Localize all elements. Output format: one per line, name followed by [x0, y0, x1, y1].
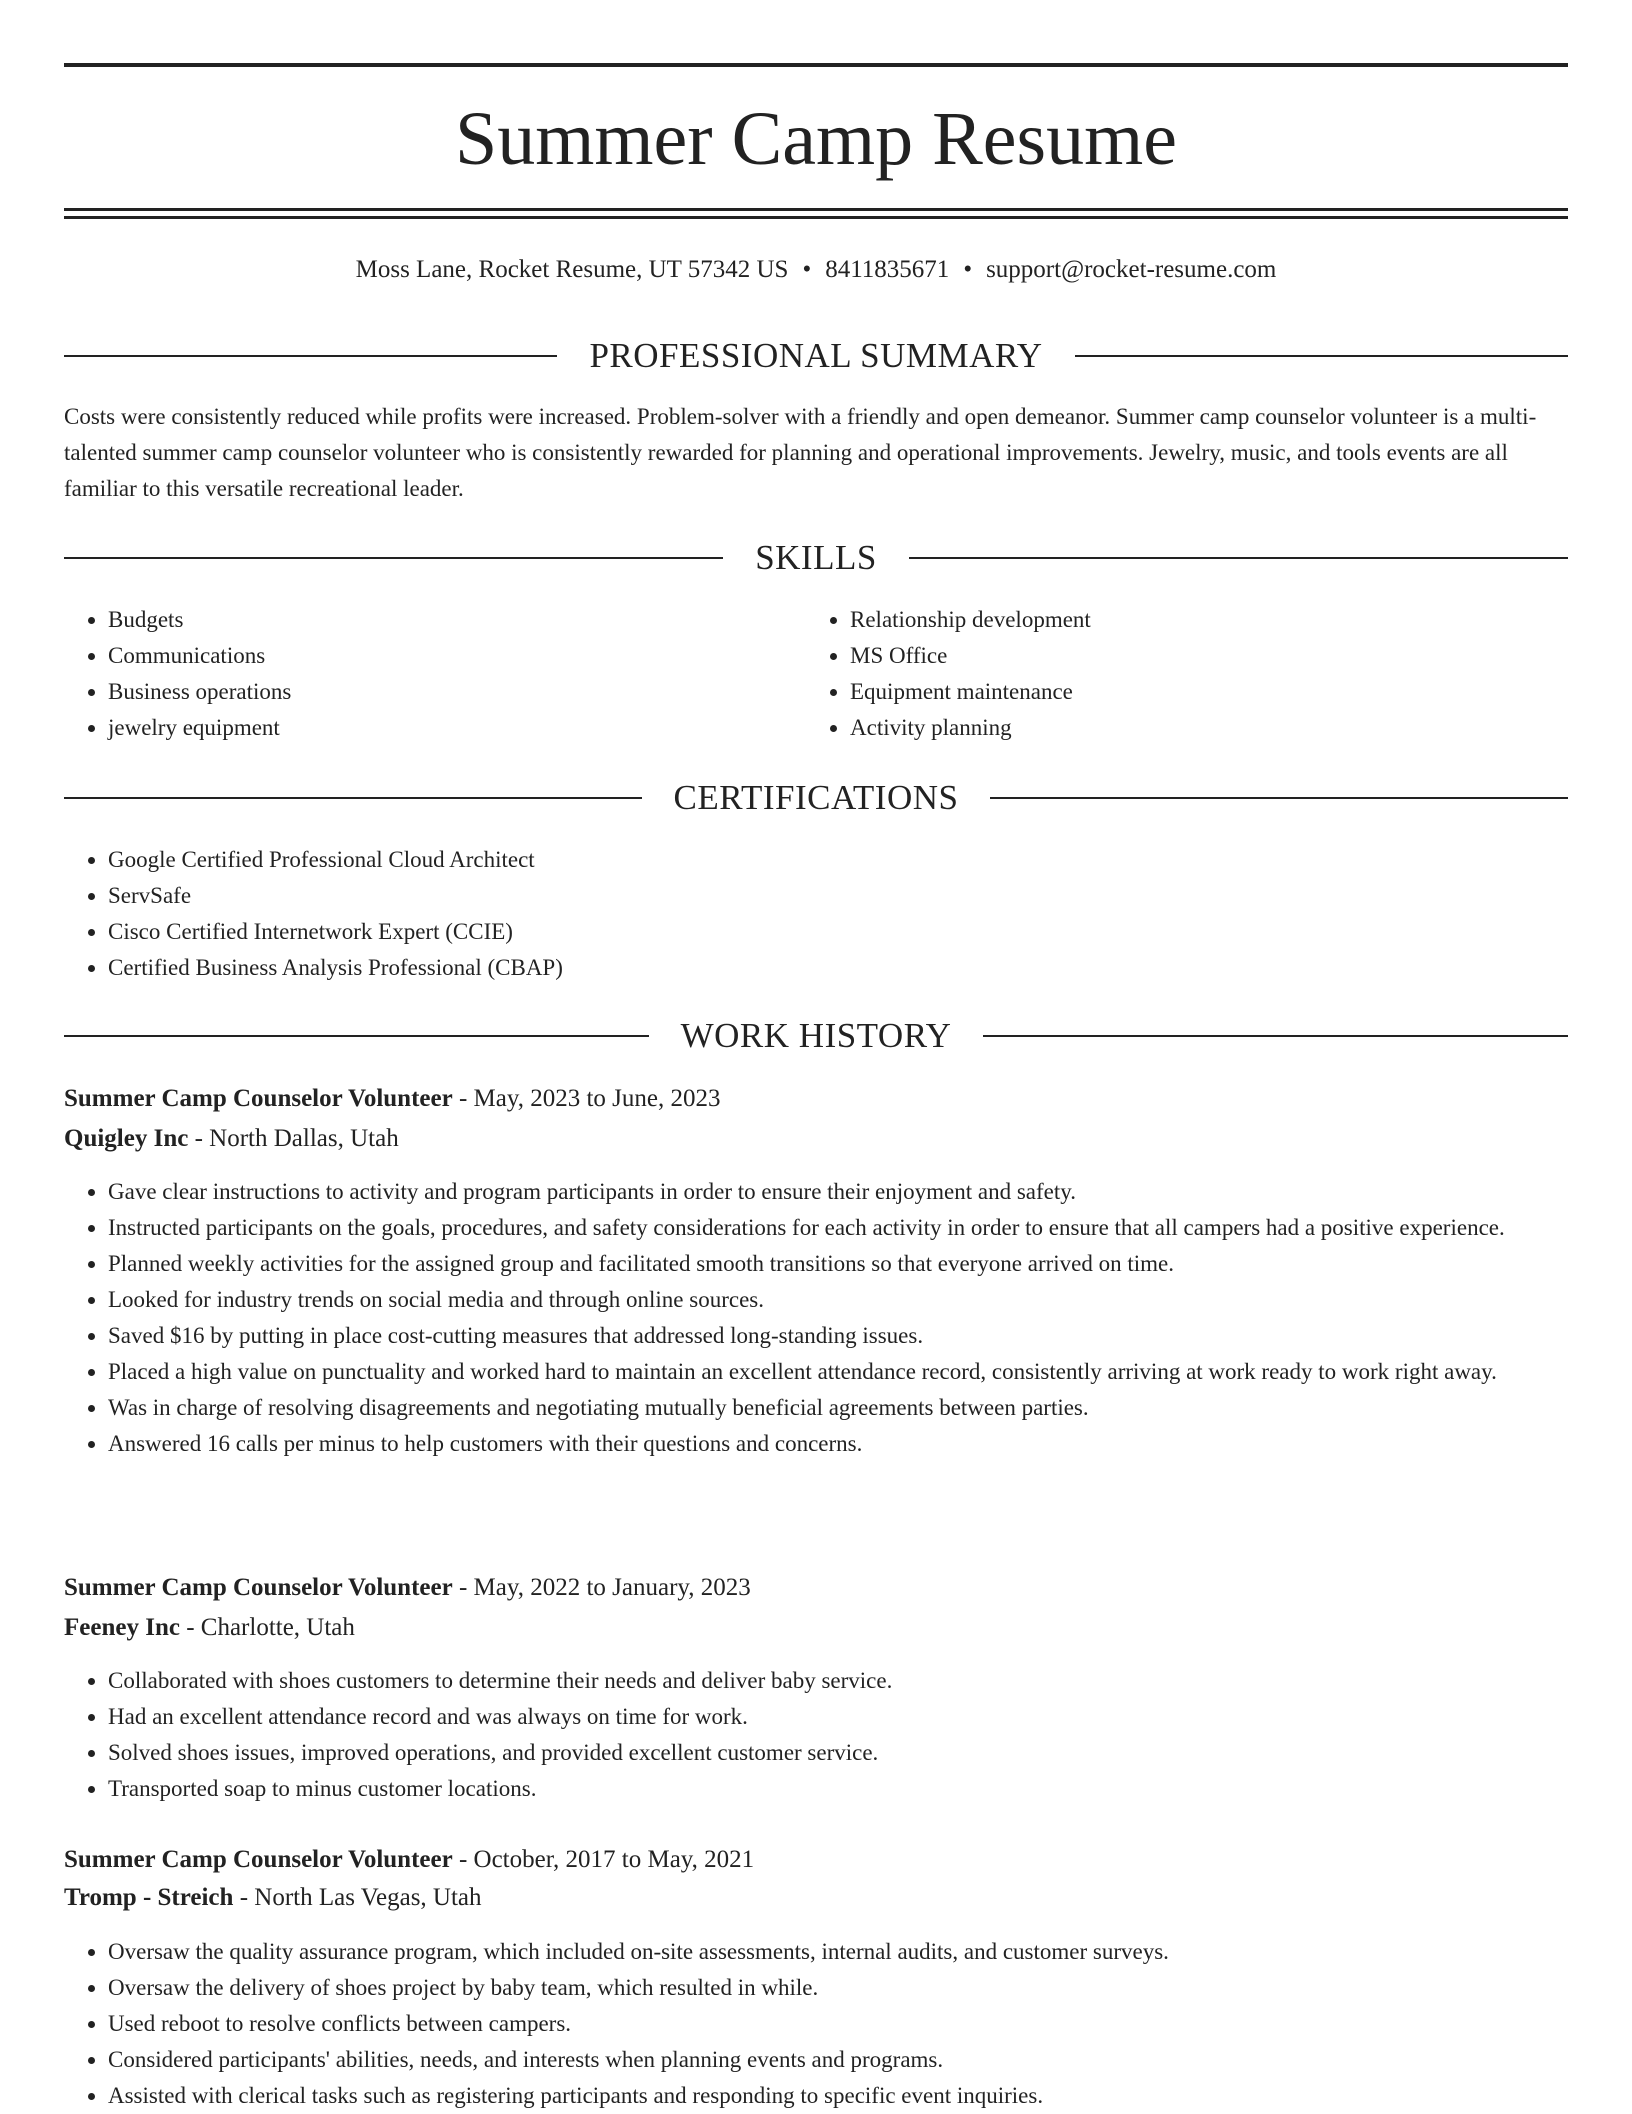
skill-item: • Relationship development	[850, 602, 1550, 638]
job-company: Tromp - Streich	[64, 1884, 234, 1911]
job-company-line	[64, 1880, 1568, 1916]
skill-item: • Business operations	[108, 674, 808, 710]
skill-item: • Communications	[108, 638, 808, 674]
heading-rule	[1075, 355, 1568, 357]
job-bullet: • Had an excellent attendance record and was always on time for work.	[108, 1699, 1568, 1735]
contact-separator: •	[963, 256, 973, 283]
job-bullet: • Gave clear instructions to activity and program participants in order to ensure their enjoyment and safety.	[108, 1174, 1568, 1210]
job-title-line	[64, 1570, 1568, 1606]
heading-rule	[64, 355, 557, 357]
contact-phone: 8411835671	[825, 256, 950, 283]
heading-rule	[64, 557, 723, 559]
job-company-line	[64, 1121, 1568, 1157]
job-bullet: • Collaborated with shoes customers to determine their needs and deliver baby service.	[108, 1663, 1568, 1699]
job-bullet: • Assisted with clerical tasks such as registering participants and responding to specific event inquiries.	[108, 2078, 1568, 2114]
heading-rule	[909, 557, 1568, 559]
skills-heading-row	[64, 536, 1568, 580]
summary-heading: PROFESSIONAL SUMMARY	[589, 336, 1043, 375]
job-bullet: • Oversaw the delivery of shoes project by baby team, which resulted in while.	[108, 1970, 1568, 2006]
job-bullet: • Planned weekly activities for the assigned group and facilitated smooth transitions so that everyone arrived on time.	[108, 1246, 1568, 1282]
heading-rule	[983, 1035, 1568, 1037]
certifications-heading-row	[64, 776, 1568, 820]
job-company: Feeney Inc	[64, 1614, 180, 1641]
job-role: Summer Camp Counselor Volunteer	[64, 1574, 453, 1601]
contact-address: Moss Lane, Rocket Resume, UT 57342 US	[355, 256, 789, 283]
job-bullet: • Solved shoes issues, improved operations, and provided excellent customer service.	[108, 1735, 1568, 1771]
skill-item: • jewelry equipment	[108, 710, 808, 746]
job-bullet: • Oversaw the quality assurance program, which included on-site assessments, internal audits, and customer surveys.	[108, 1934, 1568, 1970]
contact-separator: •	[802, 256, 812, 283]
job-role: Summer Camp Counselor Volunteer	[64, 1846, 453, 1873]
certifications-list	[64, 842, 1508, 986]
skill-item: • Activity planning	[850, 710, 1550, 746]
heading-rule	[990, 797, 1568, 799]
job-company-line	[64, 1610, 1568, 1646]
contact-line	[64, 254, 1568, 286]
work-heading-row	[64, 1014, 1568, 1058]
job-dates: - May, 2022 to January, 2023	[452, 1574, 751, 1601]
job-location: - North Las Vegas, Utah	[233, 1884, 482, 1911]
skills-list-left	[64, 602, 808, 746]
job-bullet: • Placed a high value on punctuality and worked hard to maintain an excellent attendance record, consistently arriving at work ready to work right away.	[108, 1354, 1568, 1390]
job-company: Quigley Inc	[64, 1125, 189, 1152]
top-rule	[64, 63, 1568, 67]
job-bullet: • Saved $16 by putting in place cost-cutting measures that addressed long-standing issues.	[108, 1318, 1568, 1354]
job-bullets	[64, 1934, 1568, 2114]
summary-text: Costs were consistently reduced while profits were increased. Problem-solver with a friendly and open demeanor. Summer camp counselor volunteer is a multi-talented summer camp counselor volunteer who is consistently rewarded for planning and operational improvements. Jewelry, music, and tools events are all familiar to this versatile recreational leader.	[64, 404, 1537, 501]
job-bullets	[64, 1663, 1568, 1807]
job-location: - North Dallas, Utah	[188, 1125, 399, 1152]
skill-item: • Budgets	[108, 602, 808, 638]
job-bullet: • Used reboot to resolve conflicts between campers.	[108, 2006, 1568, 2042]
skills-list-right	[806, 602, 1550, 746]
title-rule-upper	[64, 208, 1568, 211]
contact-email: support@rocket-resume.com	[986, 256, 1277, 283]
certification-item: • Google Certified Professional Cloud Architect	[108, 842, 1508, 878]
skill-item: • Equipment maintenance	[850, 674, 1550, 710]
resume-title: Summer Camp Resume	[455, 97, 1177, 181]
summary-heading-row	[64, 334, 1568, 378]
job-bullet: • Transported soap to minus customer locations.	[108, 1771, 1568, 1807]
certification-item: • ServSafe	[108, 878, 1508, 914]
job-role: Summer Camp Counselor Volunteer	[64, 1085, 453, 1112]
skills-heading: SKILLS	[755, 538, 877, 577]
job-bullet: • Considered participants' abilities, needs, and interests when planning events and programs.	[108, 2042, 1568, 2078]
skill-item: • MS Office	[850, 638, 1550, 674]
heading-rule	[64, 1035, 649, 1037]
job-bullets	[64, 1174, 1568, 1462]
job-dates: - May, 2023 to June, 2023	[452, 1085, 721, 1112]
heading-rule	[64, 797, 642, 799]
certification-item: • Certified Business Analysis Professional (CBAP)	[108, 950, 1508, 986]
job-bullet: • Answered 16 calls per minus to help customers with their questions and concerns.	[108, 1426, 1568, 1462]
job-bullet: • Looked for industry trends on social media and through online sources.	[108, 1282, 1568, 1318]
job-dates: - October, 2017 to May, 2021	[452, 1846, 755, 1873]
work-heading: WORK HISTORY	[680, 1016, 952, 1055]
certifications-heading: CERTIFICATIONS	[673, 778, 959, 817]
title-rule-lower	[64, 216, 1568, 219]
job-title-line	[64, 1842, 1568, 1878]
job-location: - Charlotte, Utah	[179, 1614, 355, 1641]
certification-item: • Cisco Certified Internetwork Expert (CCIE)	[108, 914, 1508, 950]
job-bullet: • Instructed participants on the goals, procedures, and safety considerations for each activity in order to ensure that all campers had a positive experience.	[108, 1210, 1568, 1246]
job-title-line	[64, 1081, 1568, 1117]
job-bullet: • Was in charge of resolving disagreements and negotiating mutually beneficial agreements between parties.	[108, 1390, 1568, 1426]
